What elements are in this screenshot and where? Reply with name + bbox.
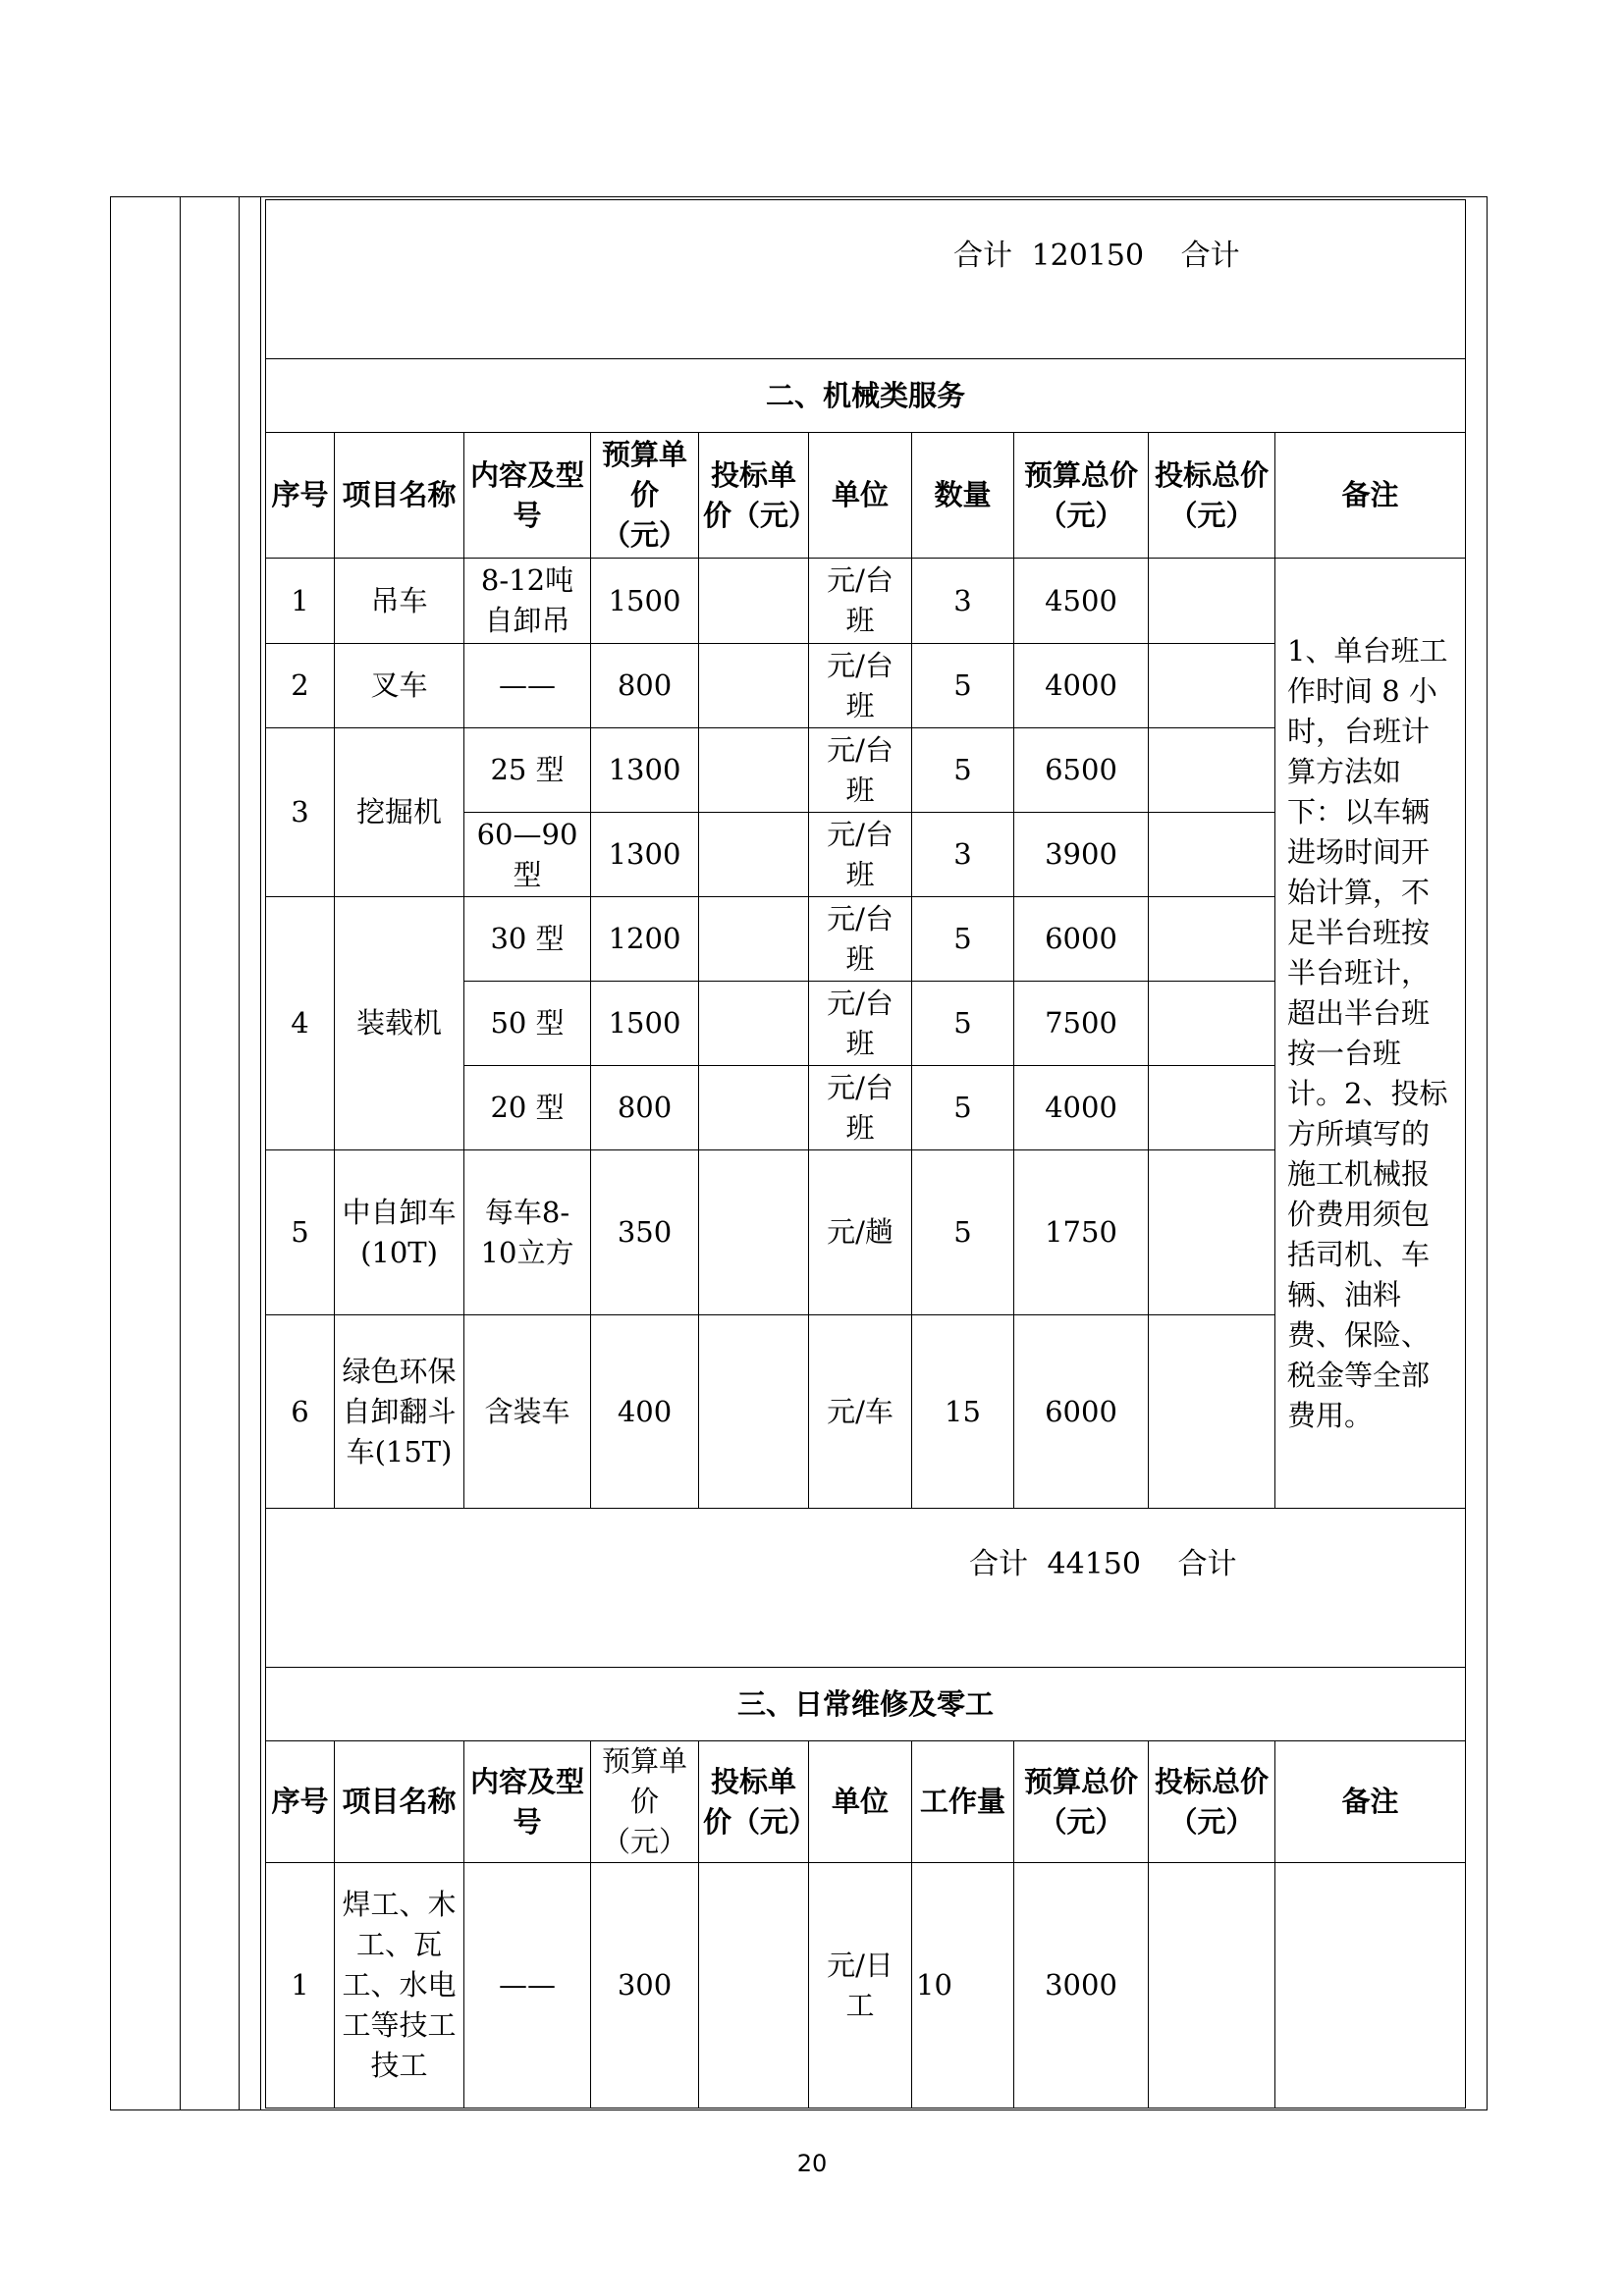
- page-number: 20: [796, 2150, 828, 2177]
- col-header: 投标总价（元）: [1149, 433, 1275, 559]
- unit: 元/台班: [809, 897, 912, 982]
- bid-total: [1149, 1150, 1275, 1315]
- item-spec: 含装车: [464, 1315, 591, 1509]
- col-header: 序号: [266, 1741, 335, 1863]
- col-header: 预算总价（元）: [1014, 433, 1149, 559]
- col-header: 预算总价（元）: [1014, 1741, 1149, 1863]
- section-title: 三、日常维修及零工: [266, 1668, 1466, 1741]
- bid-price: [699, 897, 809, 982]
- col-header: 项目名称: [335, 1741, 464, 1863]
- row-number: 1: [266, 559, 335, 644]
- bid-total: [1149, 559, 1275, 644]
- unit: 元/台班: [809, 982, 912, 1066]
- col-header: 投标总价（元）: [1149, 1741, 1275, 1863]
- quantity: 10: [912, 1863, 1014, 2109]
- bid-price: [699, 982, 809, 1066]
- budget-price: 1200: [591, 897, 699, 982]
- item-spec: 30 型: [464, 897, 591, 982]
- budget-total: 3900: [1014, 813, 1149, 897]
- budget-price: 400: [591, 1315, 699, 1509]
- quantity: 3: [912, 813, 1014, 897]
- item-name: 焊工、木工、瓦工、水电工等技工技工: [335, 1863, 464, 2109]
- section-title-row: [266, 359, 1466, 433]
- unit: 元/趟: [809, 1150, 912, 1315]
- bid-price: [699, 728, 809, 813]
- total-row-2: [266, 1509, 1466, 1668]
- budget-total: 6000: [1014, 1315, 1149, 1509]
- section-title: 二、机械类服务: [266, 359, 1466, 433]
- budget-price: 800: [591, 1066, 699, 1150]
- bid-total: [1149, 644, 1275, 728]
- item-spec: ——: [464, 1863, 591, 2109]
- item-spec: 每车8-10立方: [464, 1150, 591, 1315]
- header-row: [266, 1741, 1466, 1863]
- col-header: 备注: [1275, 1741, 1466, 1863]
- quantity: 5: [912, 1150, 1014, 1315]
- bid-price: [699, 1863, 809, 2109]
- unit: 元/台班: [809, 1066, 912, 1150]
- budget-price: 300: [591, 1863, 699, 2109]
- col-header: 单位: [809, 433, 912, 559]
- item-name: 中自卸车(10T): [335, 1150, 464, 1315]
- col-header: 预算单价（元）: [591, 1741, 699, 1863]
- section-title-row: [266, 1668, 1466, 1741]
- quantity: 5: [912, 644, 1014, 728]
- item-name: 装载机: [335, 897, 464, 1150]
- bid-price: [699, 1066, 809, 1150]
- col-header: 内容及型号: [464, 1741, 591, 1863]
- budget-price: 350: [591, 1150, 699, 1315]
- remark: [1275, 1863, 1466, 2109]
- col-header: 备注: [1275, 433, 1466, 559]
- item-name: 吊车: [335, 559, 464, 644]
- item-spec: 60—90型: [464, 813, 591, 897]
- col-header: 单位: [809, 1741, 912, 1863]
- pricing-table: [265, 199, 1466, 2109]
- quantity: 5: [912, 897, 1014, 982]
- budget-price: 1500: [591, 982, 699, 1066]
- total-label: 合计: [953, 239, 1012, 273]
- quantity: 3: [912, 559, 1014, 644]
- budget-total: 4500: [1014, 559, 1149, 644]
- bid-total: [1149, 813, 1275, 897]
- item-spec: 50 型: [464, 982, 591, 1066]
- remark: 1、单台班工作时间 8 小时，台班计算方法如下：以车辆进场时间开始计算，不足半台班按半台班计，超出半台班按一台班计。2、投标方所填写的施工机械报价费用须包括司机、车辆、油料费、保险、税金等全部费用。: [1275, 559, 1466, 1509]
- bid-price: [699, 559, 809, 644]
- col-header: 内容及型号: [464, 433, 591, 559]
- row-number: 4: [266, 897, 335, 1150]
- item-name: 叉车: [335, 644, 464, 728]
- quantity: 15: [912, 1315, 1014, 1509]
- col-header: 投标单价（元）: [699, 1741, 809, 1863]
- bid-total: [1149, 728, 1275, 813]
- budget-total: 4000: [1014, 644, 1149, 728]
- row-number: 3: [266, 728, 335, 897]
- quantity: 5: [912, 728, 1014, 813]
- total-value: 120150: [1031, 239, 1145, 273]
- unit: 元/日工: [809, 1863, 912, 2109]
- bid-price: [699, 1150, 809, 1315]
- unit: 元/台班: [809, 728, 912, 813]
- table-row: [266, 1863, 1466, 2109]
- total-label-2: 合计: [1180, 239, 1240, 273]
- budget-total: 1750: [1014, 1150, 1149, 1315]
- main-table-container: [265, 199, 1465, 2109]
- bid-total: [1149, 1066, 1275, 1150]
- item-name: 绿色环保自卸翻斗车(15T): [335, 1315, 464, 1509]
- table-row: [266, 559, 1466, 644]
- quantity: 5: [912, 982, 1014, 1066]
- budget-total: 7500: [1014, 982, 1149, 1066]
- col-header: 投标单价（元）: [699, 433, 809, 559]
- bid-price: [699, 644, 809, 728]
- item-name: 挖掘机: [335, 728, 464, 897]
- total-label: 合计: [969, 1547, 1028, 1581]
- row-number: 1: [266, 1863, 335, 2109]
- quantity: 5: [912, 1066, 1014, 1150]
- unit: 元/台班: [809, 644, 912, 728]
- budget-price: 800: [591, 644, 699, 728]
- item-spec: ——: [464, 644, 591, 728]
- bid-total: [1149, 982, 1275, 1066]
- col-header: 项目名称: [335, 433, 464, 559]
- frame-divider: [239, 196, 240, 2110]
- row-number: 6: [266, 1315, 335, 1509]
- row-number: 2: [266, 644, 335, 728]
- item-spec: 8-12吨自卸吊: [464, 559, 591, 644]
- col-header: 预算单价（元）: [591, 433, 699, 559]
- header-row: [266, 433, 1466, 559]
- budget-price: 1500: [591, 559, 699, 644]
- budget-total: 6000: [1014, 897, 1149, 982]
- bid-total: [1149, 1315, 1275, 1509]
- total-row-1: [266, 200, 1466, 359]
- unit: 元/台班: [809, 813, 912, 897]
- total-label-2: 合计: [1177, 1547, 1237, 1581]
- row-number: 5: [266, 1150, 335, 1315]
- budget-price: 1300: [591, 813, 699, 897]
- unit: 元/台班: [809, 559, 912, 644]
- budget-total: 6500: [1014, 728, 1149, 813]
- budget-total: 3000: [1014, 1863, 1149, 2109]
- bid-price: [699, 813, 809, 897]
- col-header: 序号: [266, 433, 335, 559]
- total-value: 44150: [1047, 1547, 1141, 1581]
- budget-price: 1300: [591, 728, 699, 813]
- item-spec: 25 型: [464, 728, 591, 813]
- budget-total: 4000: [1014, 1066, 1149, 1150]
- col-header: 工作量: [912, 1741, 1014, 1863]
- col-header: 数量: [912, 433, 1014, 559]
- item-spec: 20 型: [464, 1066, 591, 1150]
- bid-total: [1149, 1863, 1275, 2109]
- frame-divider: [260, 196, 261, 2110]
- unit: 元/车: [809, 1315, 912, 1509]
- frame-divider: [180, 196, 181, 2110]
- bid-price: [699, 1315, 809, 1509]
- bid-total: [1149, 897, 1275, 982]
